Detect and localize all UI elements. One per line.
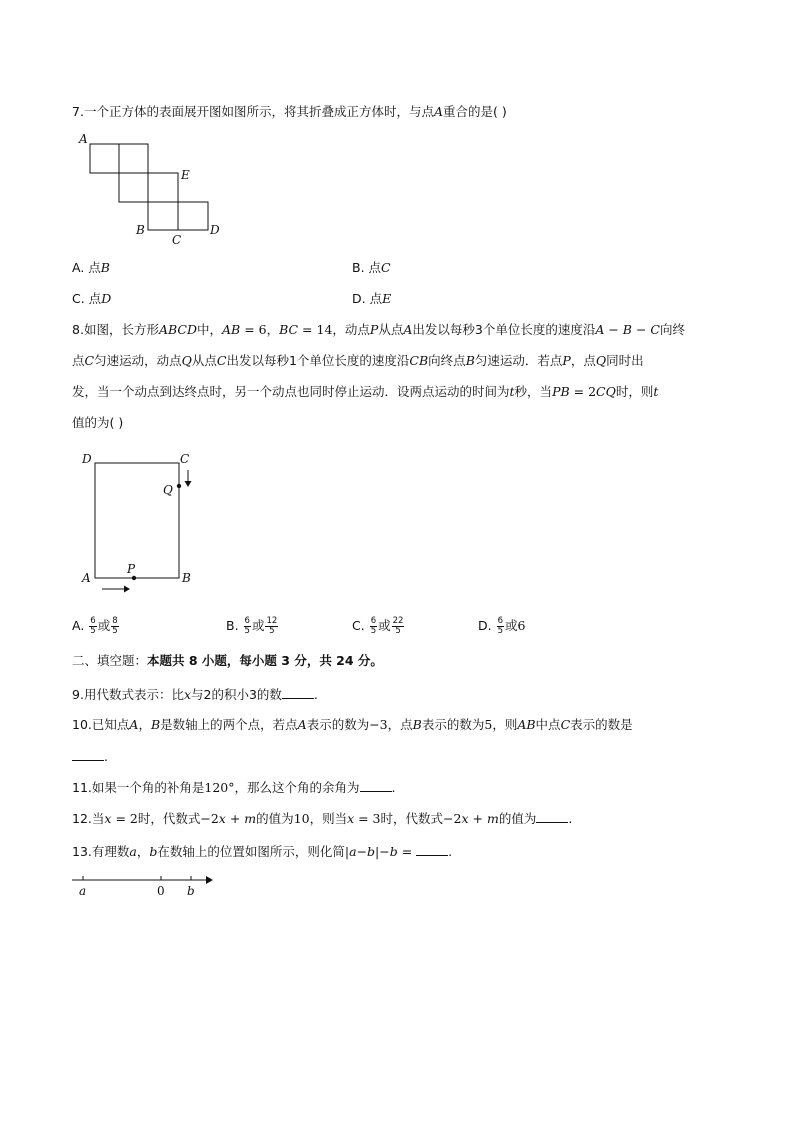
q8-arrow-right-icon xyxy=(124,586,130,593)
q8-option-a[interactable]: A. $\frac{6}{5}$ 或 $\frac{8}{5}$ xyxy=(72,616,118,636)
q8-label-c: C xyxy=(180,452,190,466)
q8-stem-line-1: 8.如图，长方形ABCD中，AB = 6，BC = 14，动点P从点A出发以每秒3个单位长度的速度沿A − B − C向终 xyxy=(72,322,685,337)
q7-cube-net-figure xyxy=(70,128,230,248)
q8-label-a: A xyxy=(82,571,91,585)
q13-number-line-figure xyxy=(70,870,220,900)
q9-answer-blank[interactable] xyxy=(282,686,314,699)
q7-stem: 7.一个正方体的表面展开图如图所示，将其折叠成正方体时，与点A重合的是( ) xyxy=(72,104,507,119)
q8-label-p: P xyxy=(127,562,136,576)
q8-rectangle-figure xyxy=(78,448,208,598)
q7-option-c[interactable]: C. 点D xyxy=(72,291,112,306)
q8-option-b[interactable]: B. $\frac{6}{5}$ 或 $\frac{12}{5}$ xyxy=(226,616,278,636)
q8-label-d: D xyxy=(82,452,92,466)
q7-option-d[interactable]: D. 点E xyxy=(352,291,392,306)
q13-axis-label-a: a xyxy=(79,884,87,898)
q8-number: 8. xyxy=(72,322,84,337)
q7-label-a: A xyxy=(79,132,88,146)
q7-label-c: C xyxy=(172,233,182,247)
q12-stem: 12.当x = 2时，代数式−2x + m的值为10，则当x = 3时，代数式−2x + m的值为 . xyxy=(72,811,573,826)
q8-point-p xyxy=(132,576,136,580)
q7-label-b: B xyxy=(136,223,145,237)
q13-axis-arrow-icon xyxy=(206,876,213,884)
q7-option-a[interactable]: A. 点B xyxy=(72,260,110,275)
q8-option-d[interactable]: D. $\frac{6}{5}$ 或6 xyxy=(478,616,526,636)
q7-option-b[interactable]: B. 点C xyxy=(352,260,391,275)
q8-option-c[interactable]: C. $\frac{6}{5}$ 或 $\frac{22}{5}$ xyxy=(352,616,404,636)
q10-stem: 10.已知点A，B是数轴上的两个点，若点A表示的数为−3，点B表示的数为5，则AB中点C表示的数是 xyxy=(72,717,633,732)
q7-number: 7. xyxy=(72,104,84,119)
q8-point-q xyxy=(177,484,181,488)
q12-answer-blank[interactable] xyxy=(536,810,568,823)
q8-stem-line-4: 值的为( ) xyxy=(72,415,124,430)
q7-label-e: E xyxy=(181,168,190,182)
q8-label-q: Q xyxy=(163,483,173,497)
q7-label-d: D xyxy=(210,223,220,237)
q10-answer-blank[interactable] xyxy=(72,748,104,761)
section-2-heading: 二、填空题：本题共 8 小题，每小题 3 分，共 24 分。 xyxy=(72,653,383,668)
q9-stem: 9.用代数式表示：比x与2的积小3的数 . xyxy=(72,687,318,702)
q13-axis-label-b: b xyxy=(187,884,195,898)
q13-answer-blank[interactable] xyxy=(416,843,448,856)
q13-stem: 13.有理数a，b在数轴上的位置如图所示，则化简|a−b|−b = . xyxy=(72,844,453,859)
q8-stem-line-3: 发，当一个动点到达终点时，另一个动点也同时停止运动．设两点运动的时间为t秒，当PB = 2CQ时，则t xyxy=(72,384,659,399)
q8-label-b: B xyxy=(182,571,191,585)
q11-answer-blank[interactable] xyxy=(360,779,392,792)
q13-axis-label-zero: 0 xyxy=(157,884,165,898)
q10-answer-line: . xyxy=(72,748,108,766)
q11-stem: 11.如果一个角的补角是120°，那么这个角的余角为 . xyxy=(72,780,396,795)
q8-arrow-down-icon xyxy=(185,481,192,487)
q8-stem-line-2: 点C匀速运动，动点Q从点C出发以每秒1个单位长度的速度沿CB向终点B匀速运动．若点P，点Q同时出 xyxy=(72,353,644,368)
